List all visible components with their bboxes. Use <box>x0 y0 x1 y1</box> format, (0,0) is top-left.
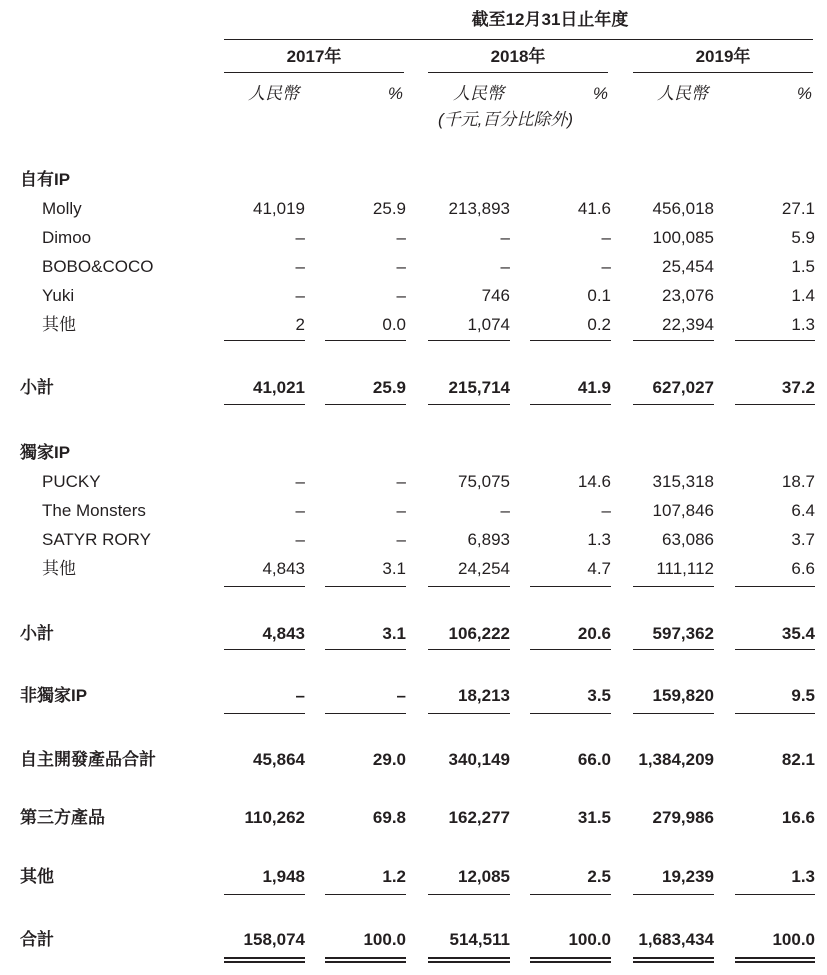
underline-rule <box>224 340 305 341</box>
underline-rule <box>428 713 510 714</box>
currency-2018: 人民幣 <box>453 84 504 103</box>
row-cell: 3.1 <box>382 559 406 578</box>
underline-rule <box>530 713 611 714</box>
row-cell: 597,362 <box>652 624 714 643</box>
row-cell: 107,846 <box>652 501 714 520</box>
underline-rule <box>325 340 406 341</box>
underline-rule <box>530 404 611 405</box>
row-cell: – <box>396 257 406 276</box>
row-cell: 1.2 <box>382 867 406 886</box>
row-label: 非獨家IP <box>20 686 88 705</box>
row-cell: 746 <box>481 286 510 305</box>
underline-rule <box>633 586 714 587</box>
row-cell: 315,318 <box>652 472 714 491</box>
row-label: 其他 <box>20 867 54 886</box>
row-cell: 3.5 <box>587 686 611 705</box>
underline-rule <box>530 340 611 341</box>
row-cell: 100.0 <box>568 930 611 949</box>
row-cell: 4.7 <box>587 559 611 578</box>
percent-2019: % <box>796 84 812 103</box>
row-cell: 14.6 <box>577 472 611 491</box>
row-label: 小計 <box>20 378 54 397</box>
row-cell: 1.4 <box>791 286 815 305</box>
row-cell: – <box>500 257 510 276</box>
row-cell: 1,948 <box>262 867 305 886</box>
row-cell: 20.6 <box>577 624 611 643</box>
row-cell: 37.2 <box>781 378 815 397</box>
row-cell: 3.1 <box>382 624 406 643</box>
underline-rule <box>530 894 611 895</box>
row-cell: 75,075 <box>458 472 510 491</box>
row-cell: 110,262 <box>244 808 305 827</box>
row-cell: 514,511 <box>449 930 510 949</box>
row-cell: 27.1 <box>781 199 815 218</box>
row-cell: 69.8 <box>372 808 406 827</box>
row-cell: – <box>295 686 305 705</box>
row-cell: 1.5 <box>791 257 815 276</box>
row-cell: 0.1 <box>587 286 611 305</box>
row-cell: 1,074 <box>467 315 510 334</box>
section-title-exclusive-ip: 獨家IP <box>20 443 71 462</box>
underline-rule <box>633 404 714 405</box>
row-cell: 215,714 <box>448 378 510 397</box>
year-2017: 2017年 <box>286 47 342 66</box>
underline-rule <box>428 586 510 587</box>
row-cell: 1,683,434 <box>638 930 714 949</box>
row-cell: – <box>295 530 305 549</box>
row-cell: – <box>396 228 406 247</box>
row-cell: 41,021 <box>253 378 305 397</box>
percent-2018: % <box>592 84 608 103</box>
year-rule-2019 <box>633 72 813 73</box>
row-label: BOBO&COCO <box>42 257 154 276</box>
row-cell: 162,277 <box>448 808 510 827</box>
row-cell: 159,820 <box>652 686 714 705</box>
row-label: 小計 <box>20 624 54 643</box>
currency-2017: 人民幣 <box>248 84 299 103</box>
row-cell: 23,076 <box>662 286 714 305</box>
double-underline-rule <box>735 957 815 963</box>
underline-rule <box>224 404 305 405</box>
row-cell: 82.1 <box>781 750 815 769</box>
underline-rule <box>633 649 714 650</box>
row-cell: – <box>295 228 305 247</box>
percent-2017: % <box>387 84 403 103</box>
underline-rule <box>735 894 815 895</box>
underline-rule <box>325 894 406 895</box>
row-cell: 106,222 <box>448 624 510 643</box>
row-cell: – <box>295 472 305 491</box>
row-cell: 45,864 <box>253 750 305 769</box>
underline-rule <box>735 649 815 650</box>
underline-rule <box>735 404 815 405</box>
row-cell: 6,893 <box>467 530 510 549</box>
underline-rule <box>224 649 305 650</box>
underline-rule <box>530 586 611 587</box>
underline-rule <box>530 649 611 650</box>
row-label: 合計 <box>20 930 54 949</box>
underline-rule <box>633 340 714 341</box>
row-cell: 158,074 <box>243 930 305 949</box>
underline-rule <box>428 894 510 895</box>
underline-rule <box>633 713 714 714</box>
row-cell: – <box>601 228 611 247</box>
row-cell: 279,986 <box>652 808 714 827</box>
row-cell: 22,394 <box>662 315 714 334</box>
row-label: 其他 <box>42 559 76 578</box>
row-cell: – <box>396 286 406 305</box>
underline-rule <box>428 340 510 341</box>
row-cell: 66.0 <box>577 750 611 769</box>
row-cell: 31.5 <box>577 808 611 827</box>
row-cell: – <box>295 501 305 520</box>
row-cell: – <box>500 228 510 247</box>
row-cell: 9.5 <box>791 686 815 705</box>
row-label: 第三方產品 <box>20 808 105 827</box>
row-label: The Monsters <box>42 501 146 520</box>
row-cell: 100.0 <box>772 930 815 949</box>
underline-rule <box>224 586 305 587</box>
row-cell: 1.3 <box>791 315 815 334</box>
row-cell: 2 <box>295 315 305 334</box>
year-rule-2018 <box>428 72 608 73</box>
row-cell: 1.3 <box>587 530 611 549</box>
row-cell: – <box>601 501 611 520</box>
year-2019: 2019年 <box>695 47 751 66</box>
unit-note: (千元,百分比除外) <box>438 110 574 129</box>
underline-rule <box>633 894 714 895</box>
double-underline-rule <box>325 957 406 963</box>
row-cell: – <box>500 501 510 520</box>
period-header: 截至12月31日止年度 <box>471 10 629 29</box>
row-cell: 100.0 <box>363 930 406 949</box>
row-cell: 3.7 <box>791 530 815 549</box>
row-cell: 4,843 <box>262 624 305 643</box>
row-cell: – <box>396 472 406 491</box>
underline-rule <box>735 713 815 714</box>
underline-rule <box>224 713 305 714</box>
row-cell: 29.0 <box>372 750 406 769</box>
underline-rule <box>735 340 815 341</box>
row-cell: 41.9 <box>577 378 611 397</box>
row-cell: 0.2 <box>587 315 611 334</box>
year-2018: 2018年 <box>490 47 546 66</box>
row-cell: – <box>396 686 406 705</box>
row-cell: 1,384,209 <box>638 750 714 769</box>
row-cell: – <box>396 530 406 549</box>
underline-rule <box>428 649 510 650</box>
row-cell: 18,213 <box>458 686 510 705</box>
row-cell: 111,112 <box>656 559 714 578</box>
row-label: 自主開發產品合計 <box>20 750 156 769</box>
row-cell: 6.6 <box>791 559 815 578</box>
row-cell: 41.6 <box>577 199 611 218</box>
row-cell: 19,239 <box>662 867 714 886</box>
row-cell: 2.5 <box>587 867 611 886</box>
row-label: Molly <box>42 199 82 218</box>
header-rule <box>224 39 813 40</box>
row-cell: 456,018 <box>652 199 714 218</box>
underline-rule <box>735 586 815 587</box>
row-cell: 1.3 <box>791 867 815 886</box>
row-cell: – <box>396 501 406 520</box>
row-cell: 24,254 <box>458 559 510 578</box>
row-cell: 6.4 <box>791 501 815 520</box>
double-underline-rule <box>428 957 510 963</box>
row-cell: 4,843 <box>262 559 305 578</box>
year-rule-2017 <box>224 72 404 73</box>
row-cell: 41,019 <box>253 199 305 218</box>
section-title-own-ip: 自有IP <box>20 170 71 189</box>
row-label: Yuki <box>42 286 75 305</box>
currency-2019: 人民幣 <box>657 84 708 103</box>
row-label: PUCKY <box>42 472 101 491</box>
underline-rule <box>325 713 406 714</box>
row-cell: 25,454 <box>662 257 714 276</box>
row-cell: 213,893 <box>448 199 510 218</box>
row-cell: 100,085 <box>652 228 714 247</box>
row-cell: – <box>601 257 611 276</box>
double-underline-rule <box>224 957 305 963</box>
underline-rule <box>224 894 305 895</box>
row-cell: – <box>295 286 305 305</box>
row-cell: 25.9 <box>372 378 406 397</box>
row-cell: – <box>295 257 305 276</box>
row-label: SATYR RORY <box>42 530 151 549</box>
underline-rule <box>325 404 406 405</box>
row-cell: 340,149 <box>448 750 510 769</box>
row-cell: 18.7 <box>781 472 815 491</box>
row-cell: 16.6 <box>781 808 815 827</box>
row-cell: 0.0 <box>382 315 406 334</box>
row-cell: 63,086 <box>662 530 714 549</box>
row-cell: 35.4 <box>781 624 815 643</box>
double-underline-rule <box>633 957 714 963</box>
row-cell: 5.9 <box>791 228 815 247</box>
underline-rule <box>325 586 406 587</box>
row-cell: 25.9 <box>372 199 406 218</box>
row-cell: 627,027 <box>652 378 714 397</box>
row-label: Dimoo <box>42 228 92 247</box>
underline-rule <box>325 649 406 650</box>
row-label: 其他 <box>42 315 76 334</box>
row-cell: 12,085 <box>458 867 510 886</box>
underline-rule <box>428 404 510 405</box>
double-underline-rule <box>530 957 611 963</box>
